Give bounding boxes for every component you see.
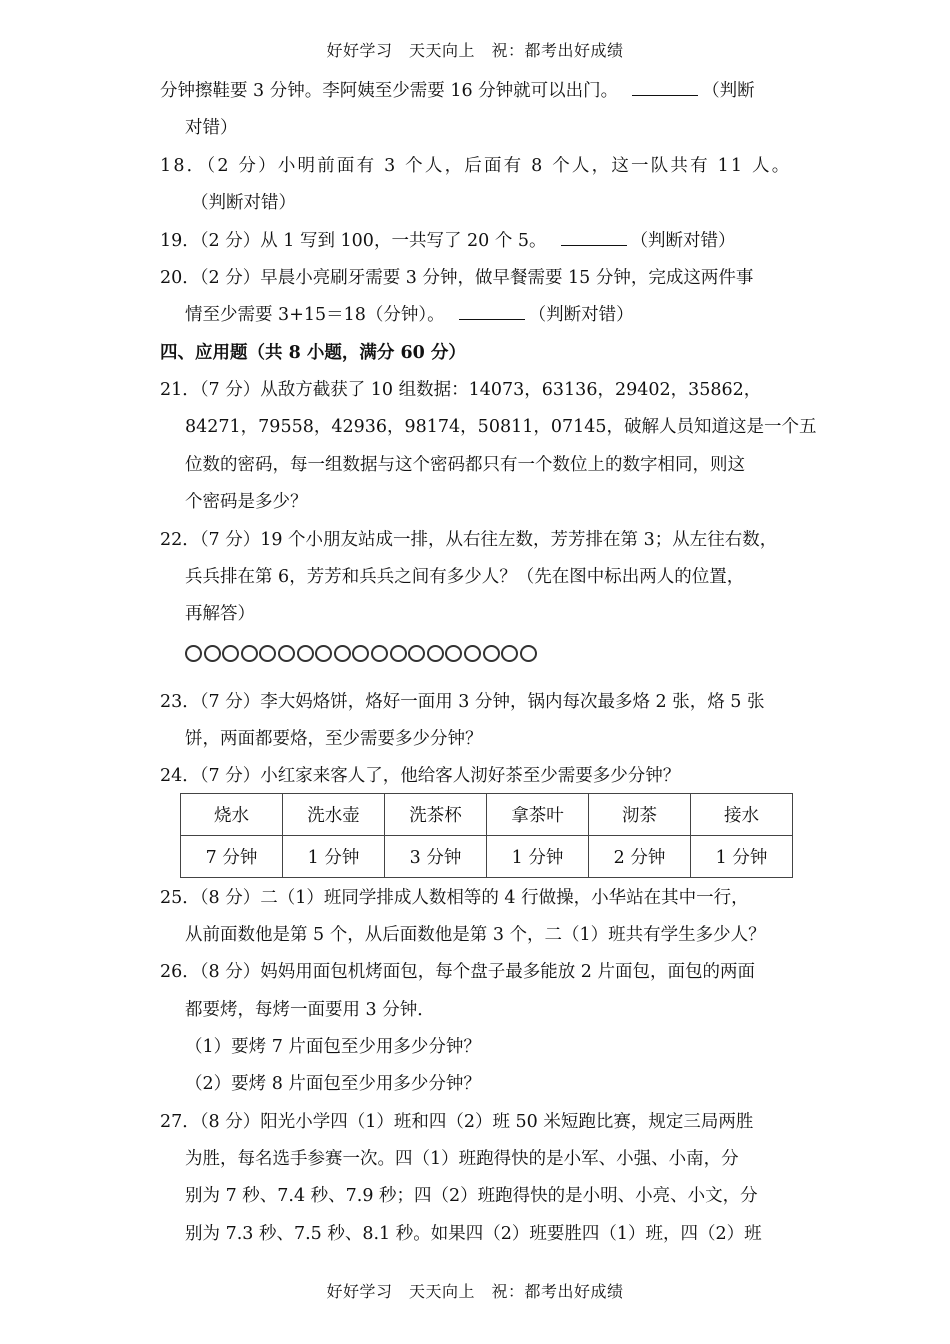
- table-cell: 1 分钟: [487, 836, 589, 878]
- q17-answer-blank[interactable]: [632, 79, 698, 96]
- q26-line1: 26．（8 分）妈妈用面包机烤面包，每个盘子最多能放 2 片面包，面包的两面: [160, 962, 755, 982]
- child-circle[interactable]: [520, 645, 537, 662]
- child-circle[interactable]: [241, 645, 258, 662]
- child-circle[interactable]: [334, 645, 351, 662]
- q20-line2: [185, 303, 634, 327]
- child-circle[interactable]: [278, 645, 295, 662]
- q22-line1: 22．（7 分）19 个小朋友站成一排，从右往左数，芳芳排在第 3；从左往右数，: [160, 530, 778, 550]
- table-header-cell: 接水: [691, 794, 793, 836]
- q17-line2: 对错）: [185, 118, 238, 138]
- child-circle[interactable]: [204, 645, 221, 662]
- child-circle[interactable]: [445, 645, 462, 662]
- q23-line2: 饼，两面都要烙，至少需要多少分钟？: [185, 729, 483, 749]
- children-circle-row: [185, 645, 538, 671]
- page-header: 好好学习 天天向上 祝：都考出好成绩: [326, 41, 624, 60]
- q21-line4: 个密码是多少？: [185, 492, 308, 512]
- section-4-title: 四、应用题（共 8 小题，满分 60 分）: [160, 343, 466, 363]
- q18-line2: [185, 191, 296, 215]
- q25-line1: 25．（8 分）二（1）班同学排成人数相等的 4 行做操，小华站在其中一行，: [160, 888, 749, 908]
- table-cell: 1 分钟: [283, 836, 385, 878]
- q19-answer-blank[interactable]: [561, 229, 627, 246]
- table-cell: 2 分钟: [589, 836, 691, 878]
- table-header-cell: 沏茶: [589, 794, 691, 836]
- table-row: [181, 836, 793, 878]
- q18-answer-blank[interactable]: [185, 192, 187, 208]
- q22-line3: 再解答）: [185, 604, 255, 624]
- q26-sub1: （1）要烤 7 片面包至少用多少分钟？: [185, 1037, 481, 1057]
- child-circle[interactable]: [427, 645, 444, 662]
- q18-line1: 18．（2 分）小明前面有 3 个人，后面有 8 个人，这一队共有 11 人。: [160, 156, 792, 176]
- q17-line1: [160, 79, 755, 103]
- q26-line2: 都要烤，每烤一面要用 3 分钟．: [185, 1000, 435, 1020]
- q21-line2: 84271，79558，42936，98174，50811，07145，破解人员知道这是一个五: [185, 417, 817, 437]
- table-header-cell: 洗水壶: [283, 794, 385, 836]
- tea-task-table: [180, 793, 793, 878]
- q20-line1: 20．（2 分）早晨小亮刷牙需要 3 分钟，做早餐需要 15 分钟，完成这两件事: [160, 268, 754, 288]
- table-header-cell: 烧水: [181, 794, 283, 836]
- q23-line1: 23．（7 分）李大妈烙饼，烙好一面用 3 分钟，锅内每次最多烙 2 张，烙 5 张: [160, 692, 765, 712]
- table-header-cell: 洗茶杯: [385, 794, 487, 836]
- q21-line3: 位数的密码，每一组数据与这个密码都只有一个数位上的数字相同，则这: [185, 455, 745, 475]
- q22-line2: 兵兵排在第 6，芳芳和兵兵之间有多少人？（先在图中标出两人的位置，: [185, 567, 745, 587]
- q20-tail: （判断对错）: [528, 305, 634, 325]
- q18-tail: （判断对错）: [191, 193, 296, 213]
- child-circle[interactable]: [185, 645, 202, 662]
- child-circle[interactable]: [371, 645, 388, 662]
- child-circle[interactable]: [501, 645, 518, 662]
- q19-text: 19．（2 分）从 1 写到 100，一共写了 20 个 5。: [160, 231, 547, 251]
- table-header-cell: 拿茶叶: [487, 794, 589, 836]
- table-cell: 1 分钟: [691, 836, 793, 878]
- q27-line2: 为胜，每名选手参赛一次。四（1）班跑得快的是小军、小强、小南，分: [185, 1149, 739, 1169]
- q24-line1: 24．（7 分）小红家来客人了，他给客人沏好茶至少需要多少分钟？: [160, 766, 681, 786]
- q21-line1: 21．（7 分）从敌方截获了 10 组数据：14073，63136，29402，35862，: [160, 380, 762, 400]
- q27-line4: 别为 7.3 秒、7.5 秒、8.1 秒。如果四（2）班要胜四（1）班，四（2）班: [185, 1224, 762, 1244]
- child-circle[interactable]: [315, 645, 332, 662]
- child-circle[interactable]: [222, 645, 239, 662]
- q27-line3: 别为 7 秒、7.4 秒、7.9 秒；四（2）班跑得快的是小明、小亮、小文，分: [185, 1186, 758, 1206]
- table-header-row: [181, 794, 793, 836]
- q26-sub2: （2）要烤 8 片面包至少用多少分钟？: [185, 1074, 481, 1094]
- table-cell: 7 分钟: [181, 836, 283, 878]
- table-cell: 3 分钟: [385, 836, 487, 878]
- child-circle[interactable]: [408, 645, 425, 662]
- q17-tail: （判断: [702, 81, 755, 101]
- q25-line2: 从前面数他是第 5 个，从后面数他是第 3 个，二（1）班共有学生多少人？: [185, 925, 766, 945]
- child-circle[interactable]: [297, 645, 314, 662]
- child-circle[interactable]: [259, 645, 276, 662]
- child-circle[interactable]: [483, 645, 500, 662]
- page-footer: 好好学习 天天向上 祝：都考出好成绩: [326, 1282, 624, 1301]
- q19-line1: [160, 229, 736, 253]
- q17-text: 分钟擦鞋要 3 分钟。李阿姨至少需要 16 分钟就可以出门。: [160, 81, 619, 101]
- q20-answer-blank[interactable]: [459, 303, 525, 320]
- q19-tail: （判断对错）: [630, 231, 736, 251]
- q27-line1: 27．（8 分）阳光小学四（1）班和四（2）班 50 米短跑比赛，规定三局两胜: [160, 1112, 754, 1132]
- child-circle[interactable]: [352, 645, 369, 662]
- child-circle[interactable]: [390, 645, 407, 662]
- child-circle[interactable]: [464, 645, 481, 662]
- q20-text: 情至少需要 3+15＝18（分钟）。: [185, 305, 445, 325]
